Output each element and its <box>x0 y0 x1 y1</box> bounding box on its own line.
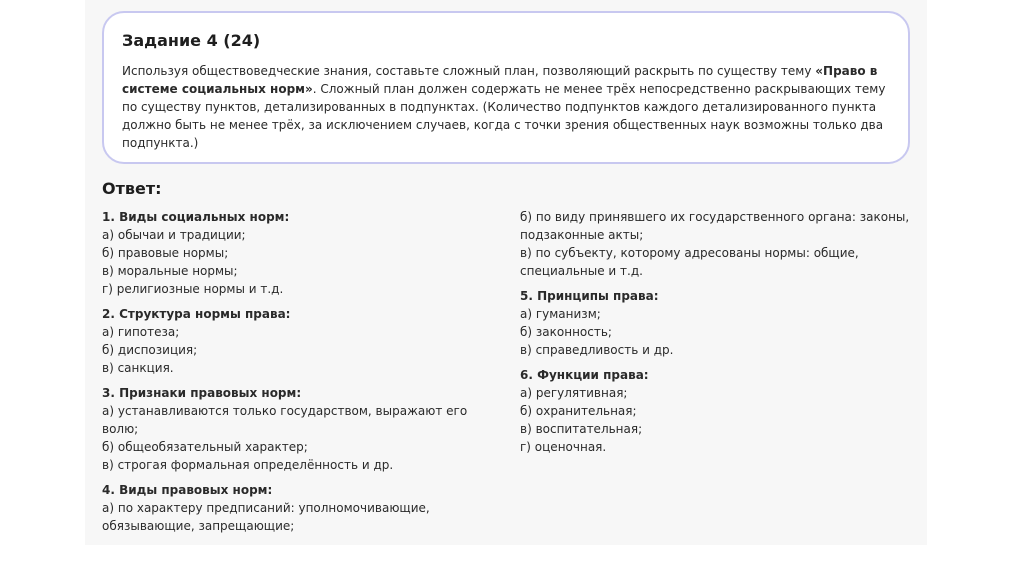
answer-section <box>520 366 920 456</box>
answer-section <box>520 208 920 280</box>
section-item: б) охранительная; <box>520 404 637 418</box>
section-item: а) регулятивная; <box>520 386 628 400</box>
task-text-after: . Сложный план должен содержать не менее трёх непосредственно раскрывающих тему по существу пунктов, детализированных в подпунктах. (Количество подпунктов каждого детализированного пункта должно быть не менее трёх, за исключением случаев, когда с точки зрения общественных наук возможны только два подпункта.) <box>122 82 886 150</box>
section-item: в) справедливость и др. <box>520 343 674 357</box>
section-heading: 2. Структура нормы права: <box>102 307 291 321</box>
task-box <box>102 11 910 164</box>
section-heading: 6. Функции права: <box>520 368 649 382</box>
section-item: в) по субъекту, которому адресованы нормы: общие, специальные и т.д. <box>520 246 859 278</box>
section-item: в) воспитательная; <box>520 422 643 436</box>
answer-section <box>102 208 482 298</box>
answer-left-column <box>102 208 482 542</box>
section-item: в) санкция. <box>102 361 174 375</box>
section-item: б) диспозиция; <box>102 343 198 357</box>
section-heading: 3. Признаки правовых норм: <box>102 386 302 400</box>
section-item: а) гуманизм; <box>520 307 601 321</box>
answer-section <box>102 481 482 535</box>
section-item: а) гипотеза; <box>102 325 180 339</box>
task-title: Задание 4 (24) <box>122 31 261 50</box>
section-heading: 1. Виды социальных норм: <box>102 210 290 224</box>
answer-right-column <box>520 208 920 463</box>
section-item: б) правовые нормы; <box>102 246 229 260</box>
section-item: г) религиозные нормы и т.д. <box>102 282 284 296</box>
answer-section <box>102 305 482 377</box>
section-item: а) устанавливаются только государством, выражают его волю; <box>102 404 468 436</box>
task-text-before: Используя обществоведческие знания, составьте сложный план, позволяющий раскрыть по существу тему <box>122 64 816 78</box>
task-topic: «Право в системе социальных норм» <box>122 64 878 96</box>
section-item: б) общеобязательный характер; <box>102 440 308 454</box>
section-item: б) по виду принявшего их государственного органа: законы, подзаконные акты; <box>520 210 910 242</box>
answer-section <box>520 287 920 359</box>
section-item: г) оценочная. <box>520 440 607 454</box>
section-item: а) по характеру предписаний: уполномочивающие, обязывающие, запрещающие; <box>102 501 430 533</box>
section-heading: 4. Виды правовых норм: <box>102 483 273 497</box>
section-heading: 5. Принципы права: <box>520 289 659 303</box>
answer-title: Ответ: <box>102 179 162 198</box>
task-text <box>122 62 897 152</box>
section-item: в) строгая формальная определённость и др. <box>102 458 394 472</box>
section-item: а) обычаи и традиции; <box>102 228 246 242</box>
section-item: в) моральные нормы; <box>102 264 238 278</box>
section-item: б) законность; <box>520 325 612 339</box>
answer-section <box>102 384 482 474</box>
